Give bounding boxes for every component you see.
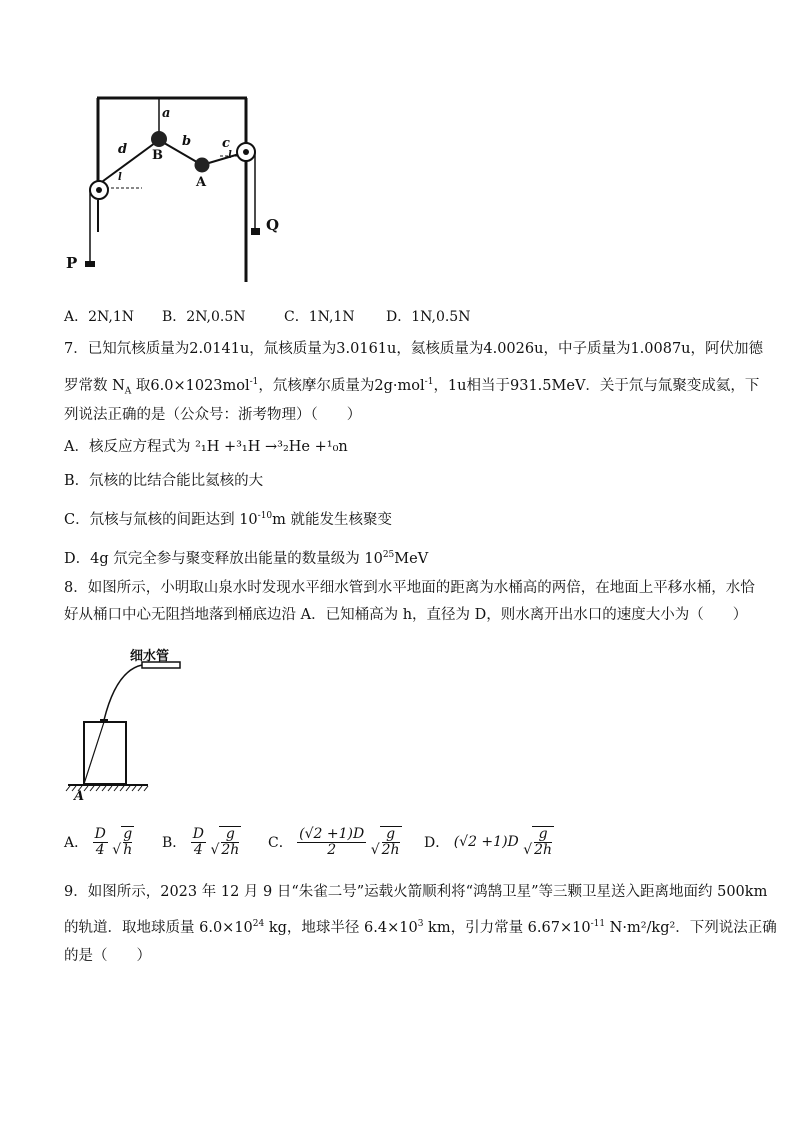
q8-option-a[interactable]: A． $\frac{D}{4}$ √ $\frac{g}{h}$: [64, 825, 133, 858]
q7-line2: 罗常数 $N_A$ 取6.0×1023mol$^{-1}$，氘核摩尔质量为2g·mol$^{-1}$，1u相当于931.5MeV．关于氘与氚聚变成氦，下: [64, 377, 760, 397]
pulley-figure: [80, 92, 300, 282]
bucket-figure: [64, 640, 204, 800]
label-d: d: [118, 142, 128, 157]
q6-option-d[interactable]: D．1N,0.5N: [386, 309, 471, 325]
label-B: B: [152, 148, 163, 163]
label-a: a: [162, 106, 171, 121]
label-angle-left: l: [118, 172, 122, 183]
q8-option-c[interactable]: C． $\frac{(√2 +1)D}{2}$ √ $\frac{g}{2h}$: [268, 825, 400, 858]
label-angle-right: l: [228, 150, 232, 161]
q7-line3: 列说法正确的是（公众号：浙考物理）（ ）: [64, 407, 362, 423]
label-Q: Q: [266, 216, 280, 234]
q8-option-d[interactable]: D． (√2 +1)D √ $\frac{g}{2h}$: [424, 826, 553, 858]
q6-option-c[interactable]: C．1N,1N: [284, 309, 355, 325]
q8-line1: 8．如图所示，小明取山泉水时发现水平细水管到水平地面的距离为水桶高的两倍，在地面上平移水桶，水恰: [64, 580, 755, 596]
q8-option-b[interactable]: B． $\frac{D}{4}$ √ $\frac{g}{2h}$: [162, 825, 240, 858]
label-b: b: [182, 134, 192, 149]
q7-line1: 7．已知氘核质量为2.0141u，氚核质量为3.0161u，氦核质量为4.0026u，中子质量为1.0087u，阿伏加德: [64, 341, 764, 357]
q6-option-a[interactable]: A．2N,1N: [64, 309, 134, 325]
label-P: P: [66, 254, 78, 272]
q9-line2: 的轨道．取地球质量 $6.0\times 10^{24}$ kg，地球半径 $6.4\times 10^3$ km，引力常量 $6.67\times 10^{-11}$ N·m²/kg²．下列说法正确: [64, 919, 777, 936]
label-c: c: [222, 136, 230, 151]
q7-option-b[interactable]: B．氘核的比结合能比氦核的大: [64, 473, 264, 489]
label-A: A: [196, 175, 207, 190]
q6-option-b[interactable]: B．2N,0.5N: [162, 309, 246, 325]
label-point-a: A: [74, 789, 85, 804]
label-pipe: 细水管: [130, 649, 170, 664]
q7-option-a[interactable]: A．核反应方程式为 ²₁H +³₁H →³₂He +¹₀n: [64, 439, 348, 455]
q9-line3: 的是（ ）: [64, 948, 151, 964]
q8-line2: 好从桶口中心无阻挡地落到桶底边沿 A．已知桶高为 h，直径为 D，则水离开出水口的速度大小为（ ）: [64, 607, 748, 623]
q7-option-d[interactable]: D．4g 氘完全参与聚变释放出能量的数量级为 $10^{25}MeV$: [64, 550, 429, 567]
q9-line1: 9．如图所示，2023 年 12 月 9 日“朱雀二号”运载火箭顺利将“鸿鹄卫星”等三颗卫星送入距离地面约 500km: [64, 884, 768, 900]
q7-option-c[interactable]: C．氘核与氚核的间距达到 $10^{-10}m$ 就能发生核聚变: [64, 511, 393, 528]
